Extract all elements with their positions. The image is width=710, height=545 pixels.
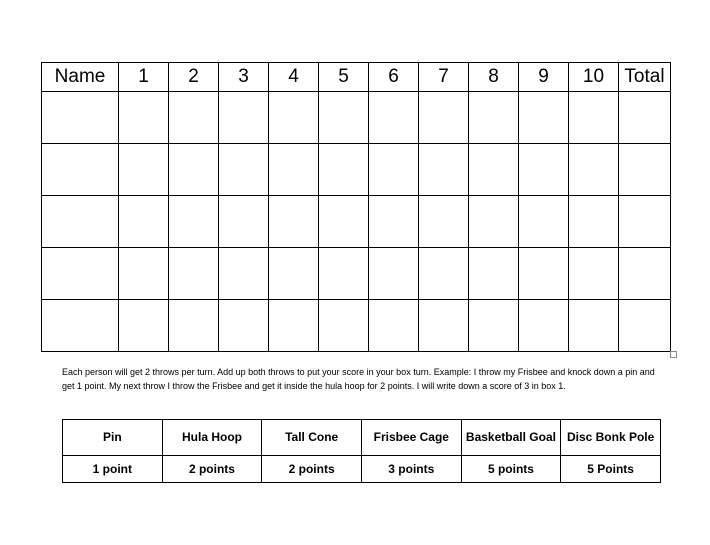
player-name-cell[interactable] <box>42 248 119 300</box>
score-cell[interactable] <box>119 144 169 196</box>
header-turn-1: 1 <box>119 63 169 92</box>
score-cell[interactable] <box>469 92 519 144</box>
header-name: Name <box>42 63 119 92</box>
score-cell[interactable] <box>319 300 369 352</box>
points-tall-cone: 2 points <box>262 456 362 483</box>
score-cell[interactable] <box>519 248 569 300</box>
score-cell[interactable] <box>469 300 519 352</box>
score-cell[interactable] <box>419 92 469 144</box>
target-hula-hoop: Hula Hoop <box>162 420 262 456</box>
points-disc-bonk-pole: 5 Points <box>561 456 661 483</box>
score-row <box>42 300 671 352</box>
score-cell[interactable] <box>119 92 169 144</box>
target-pin: Pin <box>63 420 163 456</box>
points-hula-hoop: 2 points <box>162 456 262 483</box>
points-table-target-row <box>63 420 661 456</box>
header-turn-9: 9 <box>519 63 569 92</box>
points-basketball-goal: 5 points <box>461 456 561 483</box>
score-table-header-row <box>42 63 671 92</box>
score-cell[interactable] <box>169 144 219 196</box>
score-cell[interactable] <box>269 300 319 352</box>
header-turn-7: 7 <box>419 63 469 92</box>
score-cell[interactable] <box>519 144 569 196</box>
header-turn-10: 10 <box>569 63 619 92</box>
score-table <box>41 62 671 352</box>
header-turn-3: 3 <box>219 63 269 92</box>
score-cell[interactable] <box>369 300 419 352</box>
score-cell[interactable] <box>119 300 169 352</box>
score-cell[interactable] <box>369 92 419 144</box>
score-cell[interactable] <box>569 300 619 352</box>
score-cell[interactable] <box>269 144 319 196</box>
score-cell[interactable] <box>319 144 369 196</box>
score-cell[interactable] <box>369 144 419 196</box>
score-cell[interactable] <box>269 92 319 144</box>
header-turn-8: 8 <box>469 63 519 92</box>
header-total: Total <box>619 63 671 92</box>
score-cell[interactable] <box>219 248 269 300</box>
player-name-cell[interactable] <box>42 144 119 196</box>
score-cell[interactable] <box>269 196 319 248</box>
score-cell[interactable] <box>169 300 219 352</box>
score-cell[interactable] <box>269 248 319 300</box>
score-cell[interactable] <box>319 92 369 144</box>
instructions-text: Each person will get 2 throws per turn. Add up both throws to put your score in your box turn. Example: I throw my Frisbee and knock down a pin and get 1 point. My next throw I throw the Frisbee and get it inside the hula hoop for 2 points. I will write down a score of 3 in box 1. <box>62 367 655 391</box>
total-cell[interactable] <box>619 92 671 144</box>
player-name-cell[interactable] <box>42 300 119 352</box>
points-frisbee-cage: 3 points <box>361 456 461 483</box>
target-tall-cone: Tall Cone <box>262 420 362 456</box>
score-cell[interactable] <box>369 196 419 248</box>
score-cell[interactable] <box>119 196 169 248</box>
player-name-cell[interactable] <box>42 196 119 248</box>
score-cell[interactable] <box>569 196 619 248</box>
header-turn-6: 6 <box>369 63 419 92</box>
total-cell[interactable] <box>619 144 671 196</box>
score-cell[interactable] <box>519 92 569 144</box>
score-cell[interactable] <box>569 248 619 300</box>
score-cell[interactable] <box>569 144 619 196</box>
target-basketball-goal: Basketball Goal <box>461 420 561 456</box>
score-cell[interactable] <box>219 144 269 196</box>
score-cell[interactable] <box>419 248 469 300</box>
target-frisbee-cage: Frisbee Cage <box>361 420 461 456</box>
score-cell[interactable] <box>319 248 369 300</box>
points-table-points-row <box>63 456 661 483</box>
score-cell[interactable] <box>169 92 219 144</box>
score-cell[interactable] <box>169 248 219 300</box>
score-cell[interactable] <box>519 196 569 248</box>
score-cell[interactable] <box>219 92 269 144</box>
total-cell[interactable] <box>619 300 671 352</box>
score-cell[interactable] <box>469 144 519 196</box>
table-resize-handle[interactable] <box>670 351 677 358</box>
player-name-cell[interactable] <box>42 92 119 144</box>
score-row <box>42 144 671 196</box>
score-cell[interactable] <box>419 300 469 352</box>
total-cell[interactable] <box>619 248 671 300</box>
score-row <box>42 196 671 248</box>
total-cell[interactable] <box>619 196 671 248</box>
score-cell[interactable] <box>319 196 369 248</box>
score-row <box>42 248 671 300</box>
points-table <box>62 419 661 483</box>
score-cell[interactable] <box>469 196 519 248</box>
target-disc-bonk-pole: Disc Bonk Pole <box>561 420 661 456</box>
score-cell[interactable] <box>519 300 569 352</box>
score-cell[interactable] <box>419 144 469 196</box>
score-row <box>42 92 671 144</box>
score-cell[interactable] <box>469 248 519 300</box>
score-cell[interactable] <box>219 300 269 352</box>
score-cell[interactable] <box>369 248 419 300</box>
score-cell[interactable] <box>569 92 619 144</box>
score-cell[interactable] <box>419 196 469 248</box>
points-pin: 1 point <box>63 456 163 483</box>
score-cell[interactable] <box>169 196 219 248</box>
header-turn-4: 4 <box>269 63 319 92</box>
header-turn-5: 5 <box>319 63 369 92</box>
header-turn-2: 2 <box>169 63 219 92</box>
score-cell[interactable] <box>219 196 269 248</box>
score-cell[interactable] <box>119 248 169 300</box>
